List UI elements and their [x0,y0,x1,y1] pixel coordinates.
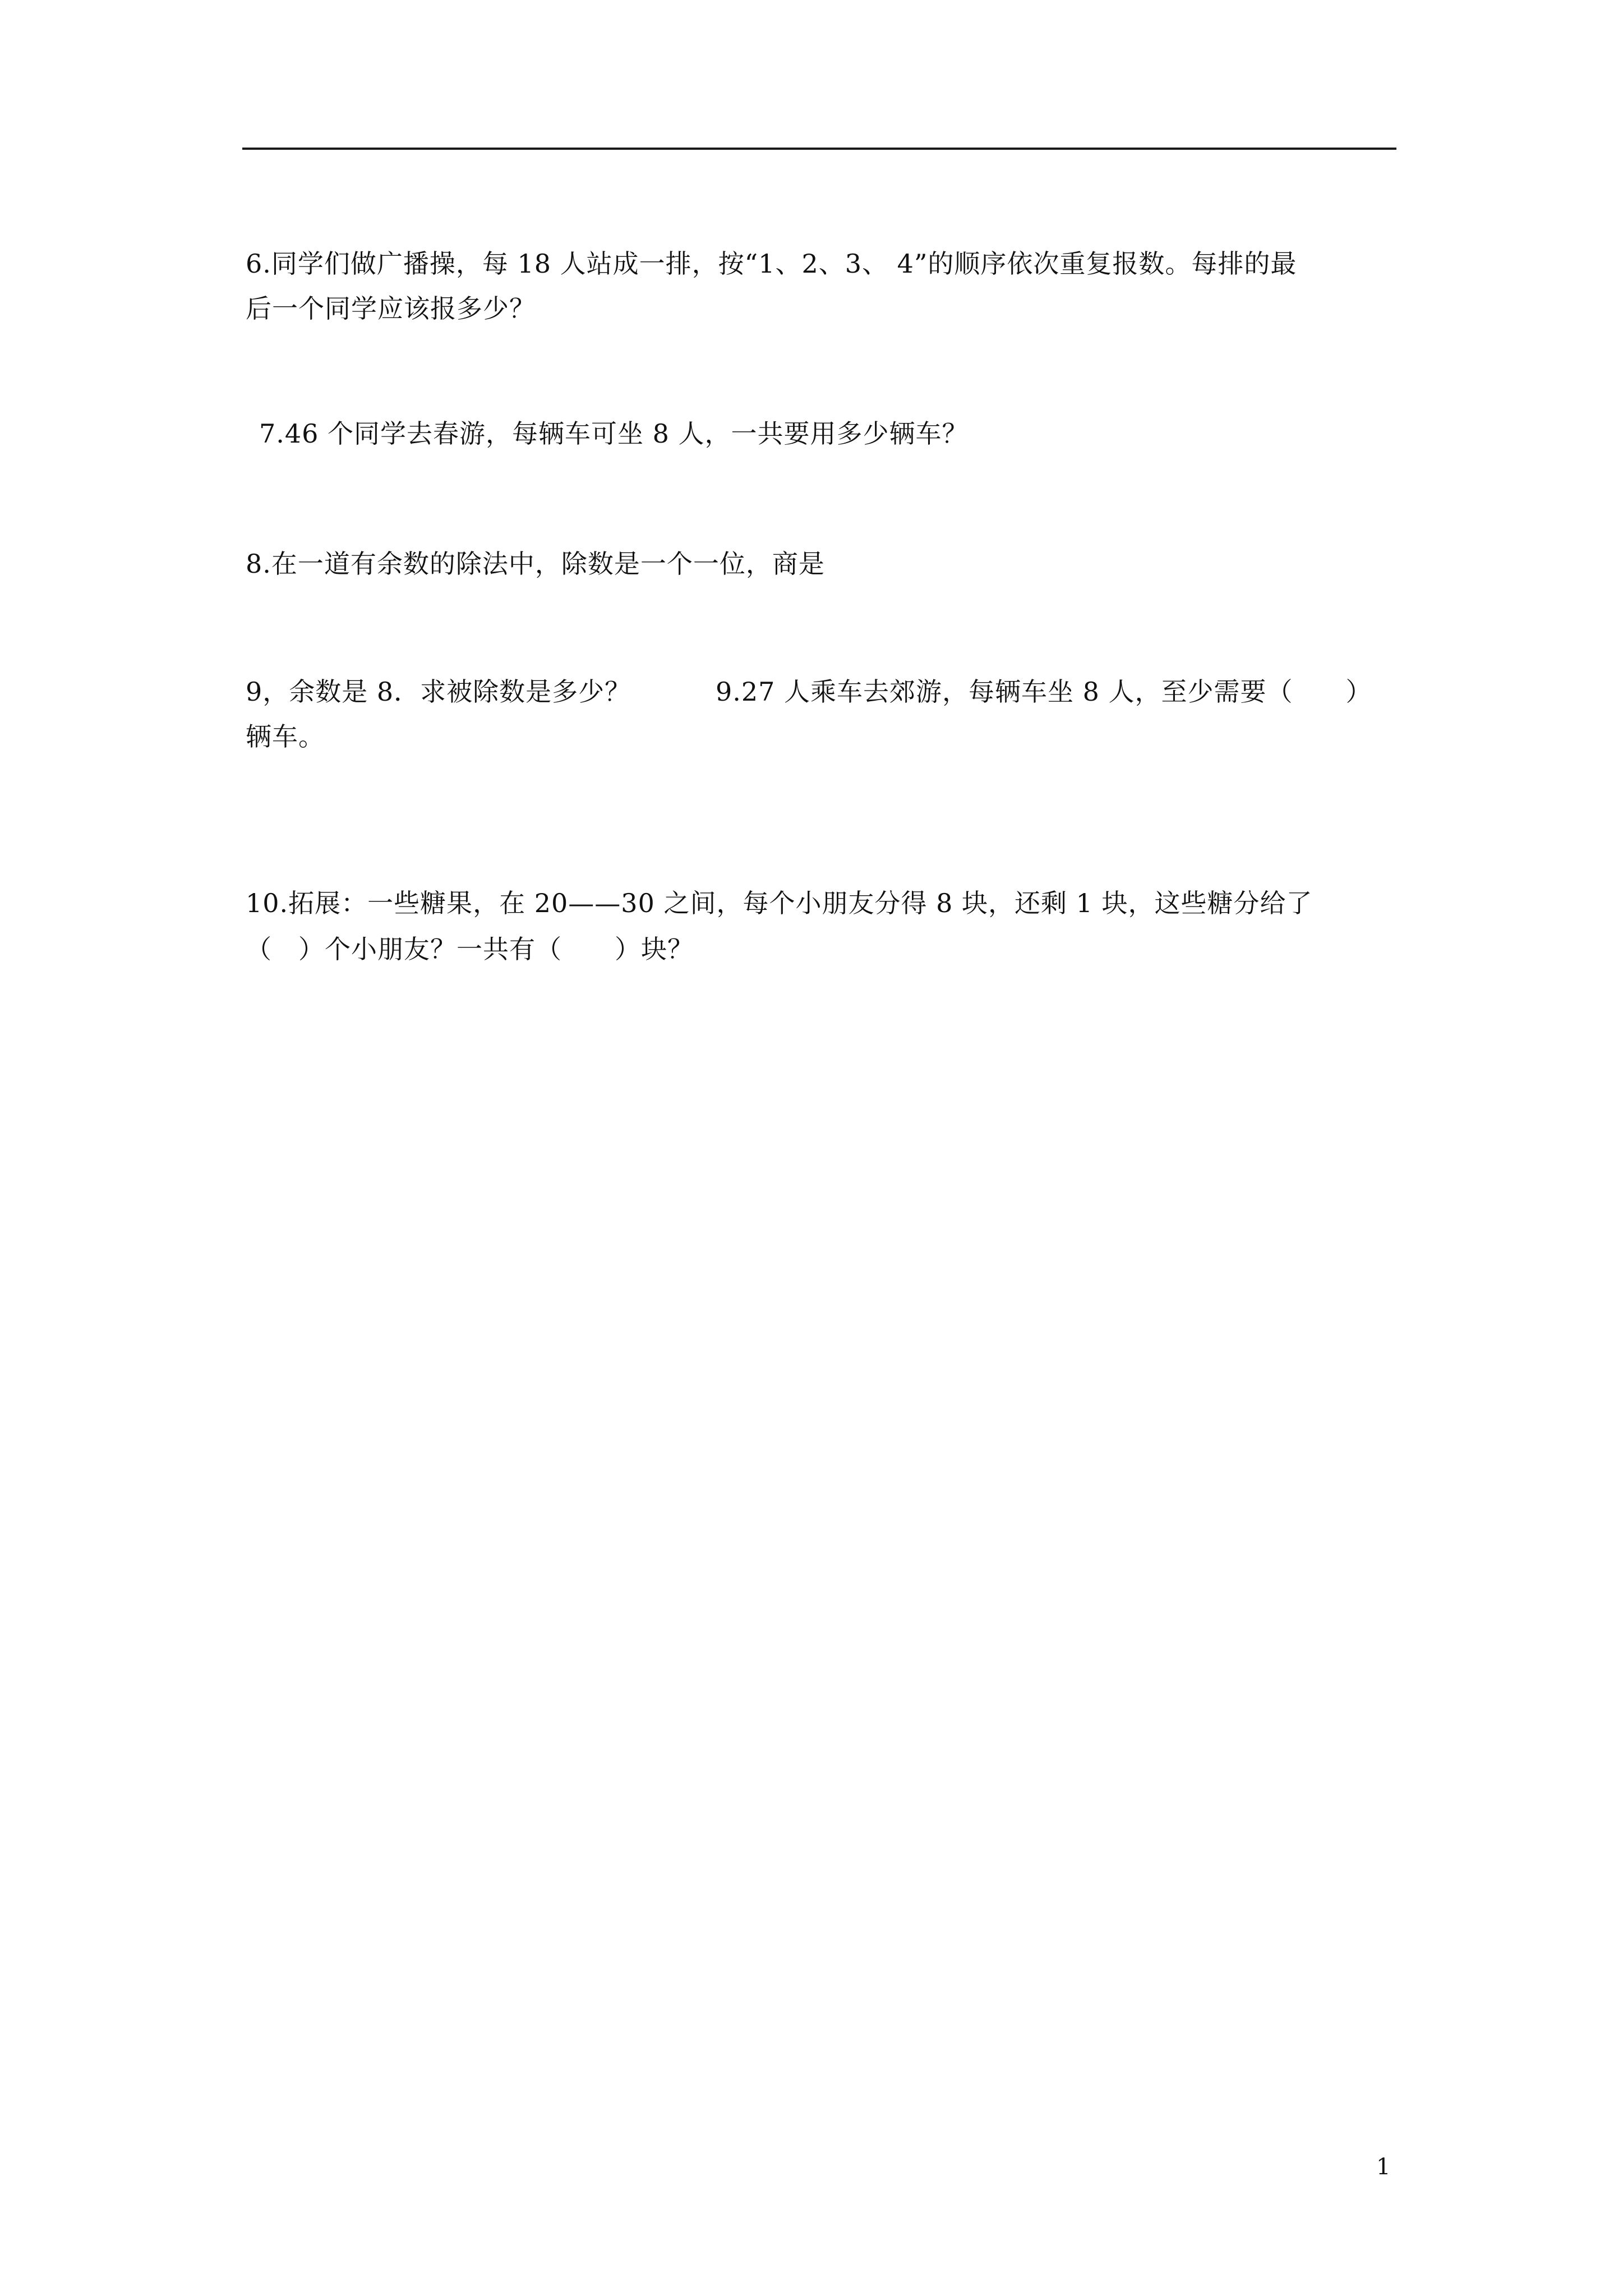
question-9-bus-text: 9.27 人乘车去郊游，每辆车坐 8 人，至少需要（ ） [716,677,1372,707]
question-6-line-2: 后一个同学应该报多少？ [246,293,536,324]
question-10-line-2: （ ）个小朋友？一共有（ ）块？ [246,934,694,964]
question-9-line-2: 辆车。 [246,721,325,752]
question-7-line-1: 7.46 个同学去春游，每辆车可坐 8 人，一共要用多少辆车？ [259,418,969,449]
header-rule [242,148,1396,150]
question-8-line-1: 8.在一道有余数的除法中，除数是一个一位，商是 [246,549,825,579]
question-9-remainder-text: 9，余数是 8．求被除数是多少？ [246,677,631,707]
page-number: 1 [1376,2154,1391,2180]
question-6-line-1: 6.同学们做广播操，每 18 人站成一排，按“1、2、3、 4”的顺序依次重复报数。每排的最 [246,249,1297,279]
question-10-line-1: 10.拓展：一些糖果，在 20——30 之间，每个小朋友分得 8 块，还剩 1 块，这些糖分给了 [246,888,1313,918]
